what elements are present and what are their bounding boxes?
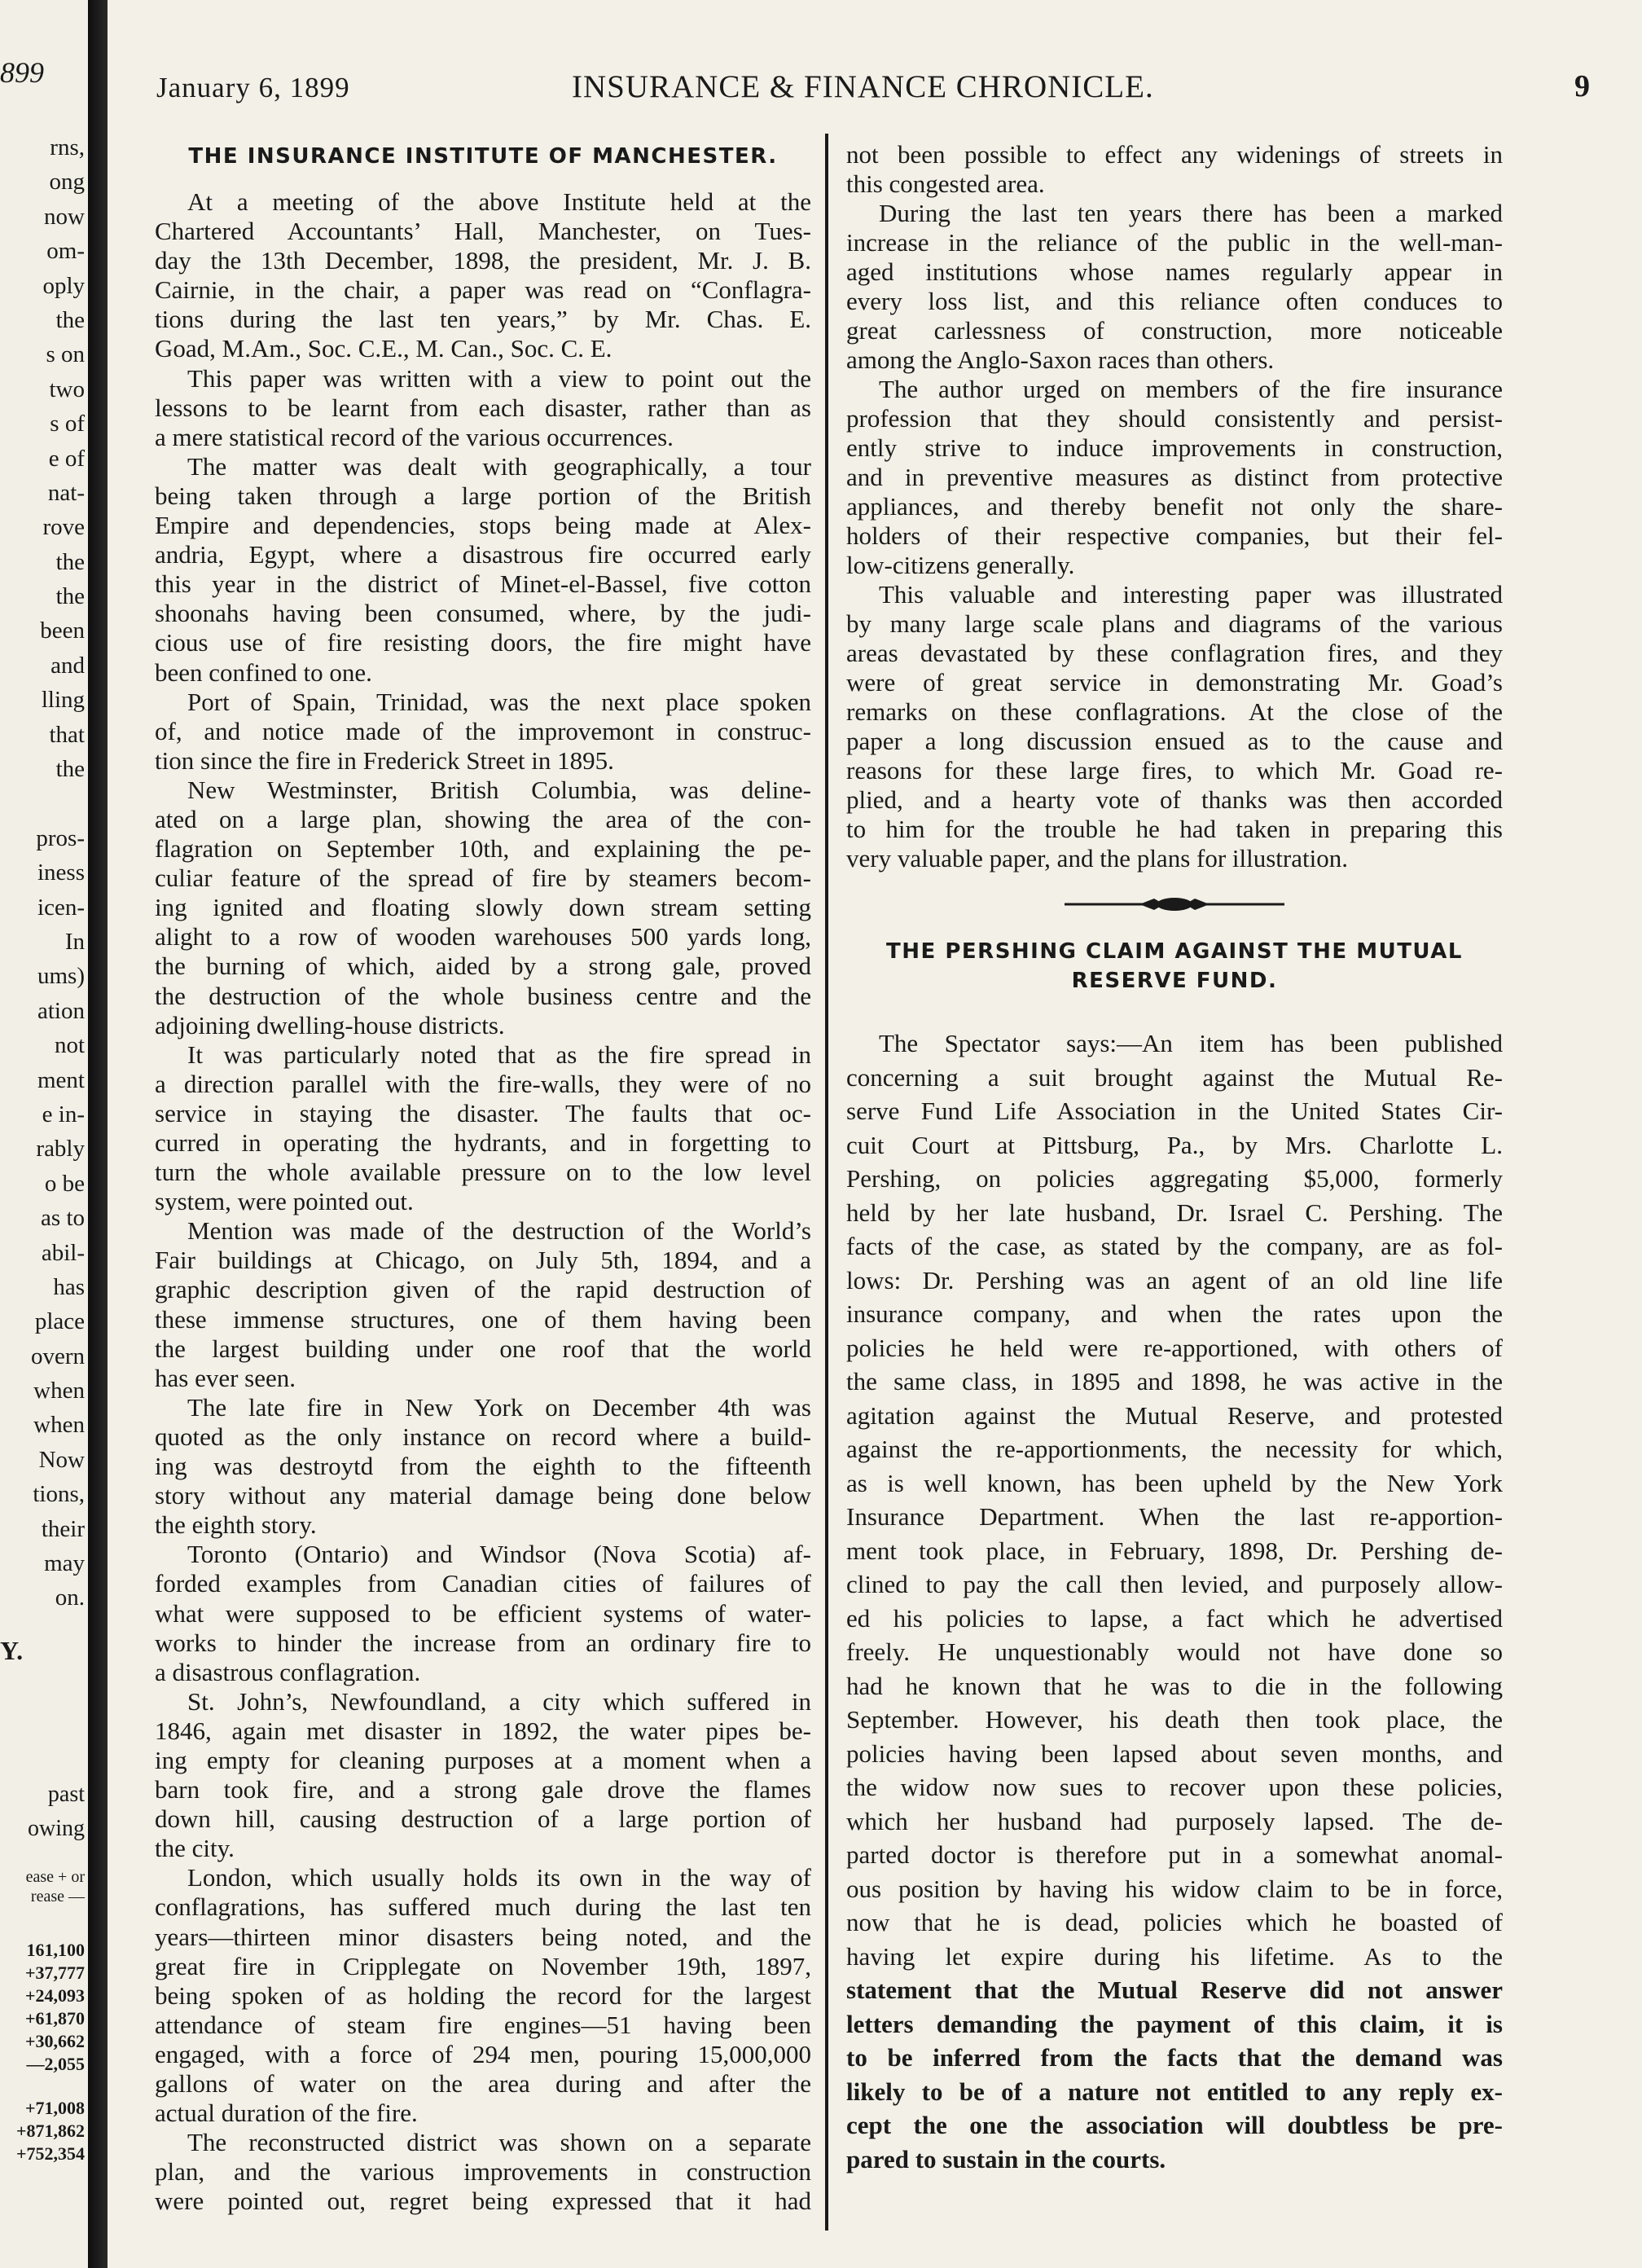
article-heading-line-2: RESERVE FUND. — [1071, 969, 1278, 993]
article-line: Cairnie, in the chair, a paper was read on “Conflagra- — [155, 275, 811, 305]
article-line: the destruction of the whole business centre and the — [155, 981, 811, 1010]
article-line: ed his policies to lapse, a fact which he advertised — [846, 1603, 1503, 1633]
article-line: shoonahs having been consumed, where, by the judi- — [155, 599, 811, 628]
previous-page-line: om- — [46, 238, 85, 265]
article-line: has ever seen. — [155, 1363, 296, 1392]
article-line: Fair buildings at Chicago, on July 5th, 1894, and a — [155, 1246, 811, 1275]
article-line: been confined to one. — [155, 657, 372, 687]
previous-page-line: oply — [42, 272, 85, 299]
article-line: day the 13th December, 1898, the president, Mr. J. B. — [155, 246, 811, 275]
previous-page-line: icen- — [37, 894, 85, 921]
article-line: During the last ten years there has been a marked — [879, 199, 1503, 227]
previous-page-line — [0, 786, 85, 820]
article-line: concerning a suit brought against the Mutual Re- — [846, 1062, 1503, 1092]
article-line: a direction parallel with the fire-walls, they were of no — [155, 1069, 811, 1098]
article-line: plied, and a hearty vote of thanks was then accorded — [846, 785, 1503, 814]
article-line: freely. He unquestionably would not have done so — [846, 1637, 1503, 1666]
article-line: The Spectator says:—An item has been published — [879, 1029, 1503, 1057]
article-line: having let expire during his lifetime. As to the — [846, 1941, 1503, 1971]
previous-page-line: tions, — [33, 1481, 85, 1508]
article-line: flagration on September 10th, and explaining the pe- — [155, 834, 811, 864]
article-line: system, were pointed out. — [155, 1187, 414, 1216]
article-line: service in staying the disaster. The faults that oc- — [155, 1098, 811, 1127]
previous-page-year: 899 — [0, 56, 44, 89]
article-line: barn took fire, and a strong gale drove the flames — [155, 1775, 811, 1804]
article-line: agitation against the Mutual Reserve, and protested — [846, 1400, 1503, 1430]
article-line: aged institutions whose names regularly appear in — [846, 257, 1503, 286]
previous-page-number: +30,662 — [24, 2031, 85, 2051]
previous-page-numbers — [16, 1939, 85, 2165]
article-line: had he known that he was to die in the following — [846, 1671, 1503, 1700]
article-line: alight to a row of wooden warehouses 500 yards long, — [155, 922, 811, 952]
article-line: It was particularly noted that as the fire spread in — [187, 1040, 811, 1069]
previous-page-line: Now — [38, 1446, 85, 1473]
article-line: appliances, and thereby benefit not only the share- — [846, 492, 1503, 521]
article-line: quoted as the only instance on record where a build- — [155, 1422, 811, 1451]
article-line: policies he held were re-apportioned, with others of — [846, 1333, 1503, 1362]
previous-page-line: pros- — [36, 824, 85, 851]
article-line: what were supposed to be efficient systems of water- — [155, 1598, 811, 1628]
article-line: Pershing, on policies aggregating $5,000, formerly — [846, 1164, 1503, 1193]
article-line: attendance of steam fire engines—51 having been — [155, 2010, 811, 2039]
previous-page-tail-line: owing — [28, 1816, 85, 1841]
previous-page-line: that — [49, 721, 85, 748]
article-line: pared to sustain in the courts. — [846, 2144, 1166, 2174]
previous-page-number-gap — [16, 2076, 85, 2097]
article-line: Toronto (Ontario) and Windsor (Nova Scotia) af- — [187, 1540, 811, 1569]
article-line: gallons of water on the area during and after the — [155, 2069, 811, 2098]
previous-page-table-header-line: ease + or — [25, 1868, 85, 1886]
previous-page-line: on. — [55, 1585, 85, 1611]
article-line: Port of Spain, Trinidad, was the next place spoken — [187, 687, 811, 716]
previous-page-line: s of — [50, 411, 85, 437]
running-head — [156, 65, 1590, 111]
column-rule — [825, 134, 828, 2231]
article-line: ing was destroytd from the eighth to the fifteenth — [155, 1452, 811, 1481]
previous-page-line: has — [53, 1273, 85, 1300]
article-line: forded examples from Canadian cities of failures of — [155, 1569, 811, 1598]
article-line: engaged, with a force of 294 men, pouring 15,000,000 — [155, 2039, 811, 2068]
previous-page-line: rably — [36, 1136, 85, 1163]
article-line: likely to be of a nature not entitled to any reply ex- — [846, 2077, 1503, 2106]
article-line: were pointed out, regret being expressed that it had — [155, 2187, 811, 2216]
article-line: low-citizens generally. — [846, 551, 1075, 579]
article-line: ently strive to induce improvements in construction, — [846, 433, 1503, 462]
previous-page-number: +24,093 — [24, 1985, 85, 2006]
previous-page-table-header — [26, 1867, 85, 1906]
article-pershing-claim — [846, 937, 1503, 2176]
article-line: Empire and dependencies, stops being made at Alex- — [155, 511, 811, 540]
article-line: New Westminster, British Columbia, was deline- — [187, 775, 811, 804]
article-line: lessons to be learnt from each disaster, rather than as — [155, 393, 811, 422]
article-line: statement that the Mutual Reserve did not answer — [846, 1976, 1503, 2004]
article-line: the city. — [155, 1834, 235, 1863]
article-line: being taken through a large portion of the British — [155, 481, 811, 510]
previous-page-line: been — [40, 618, 85, 644]
article-line: years—thirteen minor disasters being noted, and the — [155, 1922, 811, 1951]
previous-page-number: 161,100 — [26, 1940, 85, 1960]
article-body-continued — [846, 140, 1503, 873]
article-line: actual duration of the fire. — [155, 2099, 418, 2128]
article-line: parted doctor is therefore put in a somewhat anomal- — [846, 1840, 1503, 1869]
previous-page-tail-line: past — [47, 1782, 85, 1807]
previous-page-line: now — [44, 203, 85, 230]
article-line: this congested area. — [846, 169, 1045, 198]
article-line: Insurance Department. When the last re-apportion- — [846, 1502, 1503, 1531]
article-line: remarks on these conflagrations. At the close of the — [846, 697, 1503, 726]
article-line: holders of their respective companies, but their fel- — [846, 521, 1503, 550]
previous-page-number: +71,008 — [24, 2098, 85, 2118]
article-line: adjoining dwelling-house districts. — [155, 1010, 505, 1040]
article-line: graphic description given of the rapid destruction of — [155, 1275, 811, 1304]
article-line: tion since the fire in Frederick Street in 1895. — [155, 745, 614, 775]
article-line: Goad, M.Am., Soc. C.E., M. Can., Soc. C. E. — [155, 334, 612, 363]
article-line: At a meeting of the above Institute held at the — [187, 187, 811, 216]
issue-date: January 6, 1899 — [156, 72, 350, 103]
article-line: increase in the reliance of the public in the well-man- — [846, 228, 1503, 257]
section-divider-ornament — [846, 888, 1503, 921]
binding-gutter — [88, 0, 108, 2268]
article-line: The matter was dealt with geographically, a tour — [187, 451, 811, 481]
previous-page-edge — [0, 0, 88, 2268]
article-line: profession that they should consistently and persist- — [846, 404, 1503, 433]
previous-page-line: overn — [30, 1343, 85, 1369]
article-line: the eighth story. — [155, 1510, 317, 1540]
article-line: turn the whole available pressure on to the low level — [155, 1158, 811, 1187]
article-line: were of great service in demonstrating Mr. Goad’s — [846, 668, 1503, 697]
previous-page-line: rns, — [50, 134, 85, 160]
article-line: Chartered Accountants’ Hall, Manchester, on Tues- — [155, 217, 811, 246]
previous-page-line: abil- — [41, 1239, 85, 1266]
previous-page-number: +37,777 — [24, 1963, 85, 1983]
article-line: facts of the case, as stated by the company, are as fol- — [846, 1232, 1503, 1260]
page-number: 9 — [1574, 69, 1590, 103]
article-continuation — [846, 140, 1503, 873]
article-line: among the Anglo-Saxon races than others. — [846, 345, 1275, 374]
article-line: Mention was made of the destruction of the World’s — [187, 1216, 811, 1246]
article-line: ment took place, in February, 1898, Dr. Pershing de- — [846, 1536, 1503, 1565]
article-line: clined to pay the call then levied, and purposely allow- — [846, 1570, 1503, 1598]
previous-page-line: the — [55, 548, 85, 575]
article-line: areas devastated by these conflagration fires, and they — [846, 639, 1503, 667]
article-line: plan, and the various improvements in construction — [155, 2157, 811, 2187]
article-line: ated on a large plan, showing the area of the con- — [155, 804, 811, 833]
previous-page-line: ment — [37, 1066, 85, 1093]
previous-page-line: may — [44, 1550, 85, 1577]
article-line: insurance company, and when the rates upon the — [846, 1299, 1503, 1328]
previous-page-tail-text — [28, 1778, 85, 1846]
previous-page-line: the — [55, 756, 85, 783]
article-line: to be inferred from the facts that the demand was — [846, 2043, 1503, 2072]
article-line: the largest building under one roof that the world — [155, 1334, 811, 1363]
previous-page-line: iness — [37, 859, 85, 886]
previous-page-line: e in- — [42, 1101, 85, 1127]
previous-page-line: e of — [48, 445, 85, 472]
article-line: cuit Court at Pittsburg, Pa., by Mrs. Charlotte L. — [846, 1130, 1503, 1159]
previous-page-line: s on — [46, 341, 85, 368]
article-line: cious use of fire resisting doors, the fire might have — [155, 628, 811, 657]
previous-page-line: when — [33, 1378, 85, 1404]
previous-page-line: ation — [37, 997, 85, 1024]
article-line: letters demanding the payment of this claim, it is — [846, 2009, 1503, 2038]
article-line: ing empty for cleaning purposes at a moment when a — [155, 1745, 811, 1774]
previous-page-line: when — [33, 1412, 85, 1439]
article-heading: THE PERSHING CLAIM AGAINST THE MUTUAL — [886, 939, 1463, 964]
article-line: serve Fund Life Association in the United States Cir- — [846, 1097, 1503, 1125]
article-line: 1846, again met disaster in 1892, the water pipes be- — [155, 1716, 811, 1745]
article-line: of, and notice made of the improvemont in construc- — [155, 716, 811, 745]
previous-page-line: two — [49, 376, 85, 402]
article-heading: THE INSURANCE INSTITUTE OF MANCHESTER. — [188, 144, 778, 169]
previous-page-line: nat- — [47, 479, 85, 506]
previous-page-line: o be — [44, 1170, 85, 1197]
article-line: paper a long discussion ensued as to the cause and — [846, 727, 1503, 755]
article-line: The author urged on members of the fire insurance — [879, 375, 1503, 403]
article-line: The reconstructed district was shown on a separate — [187, 2128, 811, 2157]
previous-page-line: place — [34, 1308, 85, 1335]
article-line: September. However, his death then took place, the — [846, 1705, 1503, 1734]
previous-page-line: rove — [42, 514, 85, 541]
article-line: culiar feature of the spread of fire by steamers becom- — [155, 864, 811, 893]
previous-page-heading: Y. — [0, 1636, 24, 1665]
publication-title: INSURANCE & FINANCE CHRONICLE. — [572, 69, 1154, 104]
article-line: ing ignited and floating slowly down stream setting — [155, 893, 811, 922]
article-line: the widow now sues to recover upon these policies, — [846, 1773, 1503, 1801]
article-line: as is well known, has been upheld by the New York — [846, 1468, 1503, 1497]
previous-page-line: not — [54, 1032, 85, 1059]
previous-page-number: +61,870 — [24, 2008, 85, 2028]
article-insurance-institute — [155, 142, 811, 2216]
previous-page-number: +871,862 — [15, 2121, 85, 2141]
article-line: London, which usually holds its own in the way of — [187, 1863, 811, 1892]
previous-page-line: ums) — [37, 963, 85, 990]
article-line: held by her late husband, Dr. Israel C. Pershing. The — [846, 1198, 1503, 1227]
article-line: not been possible to effect any widenings of streets in — [846, 140, 1503, 169]
article-line: story without any material damage being done below — [155, 1481, 811, 1510]
article-line: great carlessness of construction, more noticeable — [846, 316, 1503, 345]
article-line: lows: Dr. Pershing was an agent of an old line life — [846, 1265, 1503, 1294]
article-line: the burning of which, aided by a strong gale, proved — [155, 952, 811, 981]
page — [108, 0, 1642, 2268]
article-line: these immense structures, one of them having been — [155, 1304, 811, 1334]
article-body — [846, 1026, 1503, 2176]
previous-page-line: the — [55, 583, 85, 610]
previous-page-text — [0, 130, 85, 1615]
article-line: and in preventive measures as distinct from protective — [846, 463, 1503, 491]
article-line: a disastrous conflagration. — [155, 1657, 421, 1686]
previous-page-line: In — [64, 928, 85, 955]
article-line: this year in the district of Minet-el-Bassel, five cotton — [155, 569, 811, 599]
previous-page-number: +752,354 — [15, 2143, 85, 2164]
article-line: being spoken of as holding the record for the largest — [155, 1980, 811, 2010]
article-line: very valuable paper, and the plans for illustration. — [846, 844, 1348, 872]
article-line: cept the one the association will doubtless be pre- — [846, 2111, 1503, 2139]
previous-page-number: —2,055 — [26, 2054, 85, 2074]
article-line: every loss list, and this reliance often conduces to — [846, 287, 1503, 315]
article-body — [155, 187, 811, 2216]
article-line: great fire in Cripplegate on November 19th, 1897, — [155, 1951, 811, 1980]
article-line: This valuable and interesting paper was illustrated — [879, 580, 1503, 609]
article-line: This paper was written with a view to point out the — [187, 363, 811, 393]
article-line: down hill, causing destruction of a large portion of — [155, 1804, 811, 1834]
article-line: The late fire in New York on December 4th was — [187, 1392, 811, 1422]
previous-page-table-header-line: rease — — [30, 1888, 85, 1905]
article-line: works to hinder the increase from an ordinary fire to — [155, 1628, 811, 1657]
previous-page-line: ong — [49, 169, 85, 196]
article-line: policies having been lapsed about seven months, and — [846, 1738, 1503, 1768]
article-line: which her husband had purposely lapsed. The de- — [846, 1806, 1503, 1835]
article-line: conflagrations, has suffered much during the last ten — [155, 1892, 811, 1922]
previous-page-line: and — [50, 652, 85, 679]
article-line: curred in operating the hydrants, and in forgetting to — [155, 1128, 811, 1157]
article-line: ous position by having his widow claim to be in force, — [846, 1874, 1503, 1903]
article-line: the same class, in 1895 and 1898, he was active in the — [846, 1367, 1503, 1396]
article-line: tions during the last ten years,” by Mr. Chas. E. — [155, 305, 811, 334]
article-line: against the re-apportionments, the necessity for which, — [846, 1435, 1503, 1463]
previous-page-line: as to — [41, 1205, 85, 1232]
article-line: a mere statistical record of the various occurrences. — [155, 422, 674, 451]
previous-page-line: their — [41, 1515, 85, 1542]
article-line: to him for the trouble he had taken in preparing this — [846, 815, 1503, 843]
article-line: now that he is dead, policies which he boasted of — [846, 1908, 1503, 1936]
article-line: reasons for these large fires, to which Mr. Goad re- — [846, 756, 1503, 785]
previous-page-line: lling — [41, 687, 85, 714]
article-line: St. John’s, Newfoundland, a city which suffered in — [187, 1686, 811, 1716]
article-line: andria, Egypt, where a disastrous fire occurred early — [155, 540, 811, 569]
previous-page-line: the — [55, 306, 85, 333]
article-line: by many large scale plans and diagrams of the various — [846, 609, 1503, 638]
